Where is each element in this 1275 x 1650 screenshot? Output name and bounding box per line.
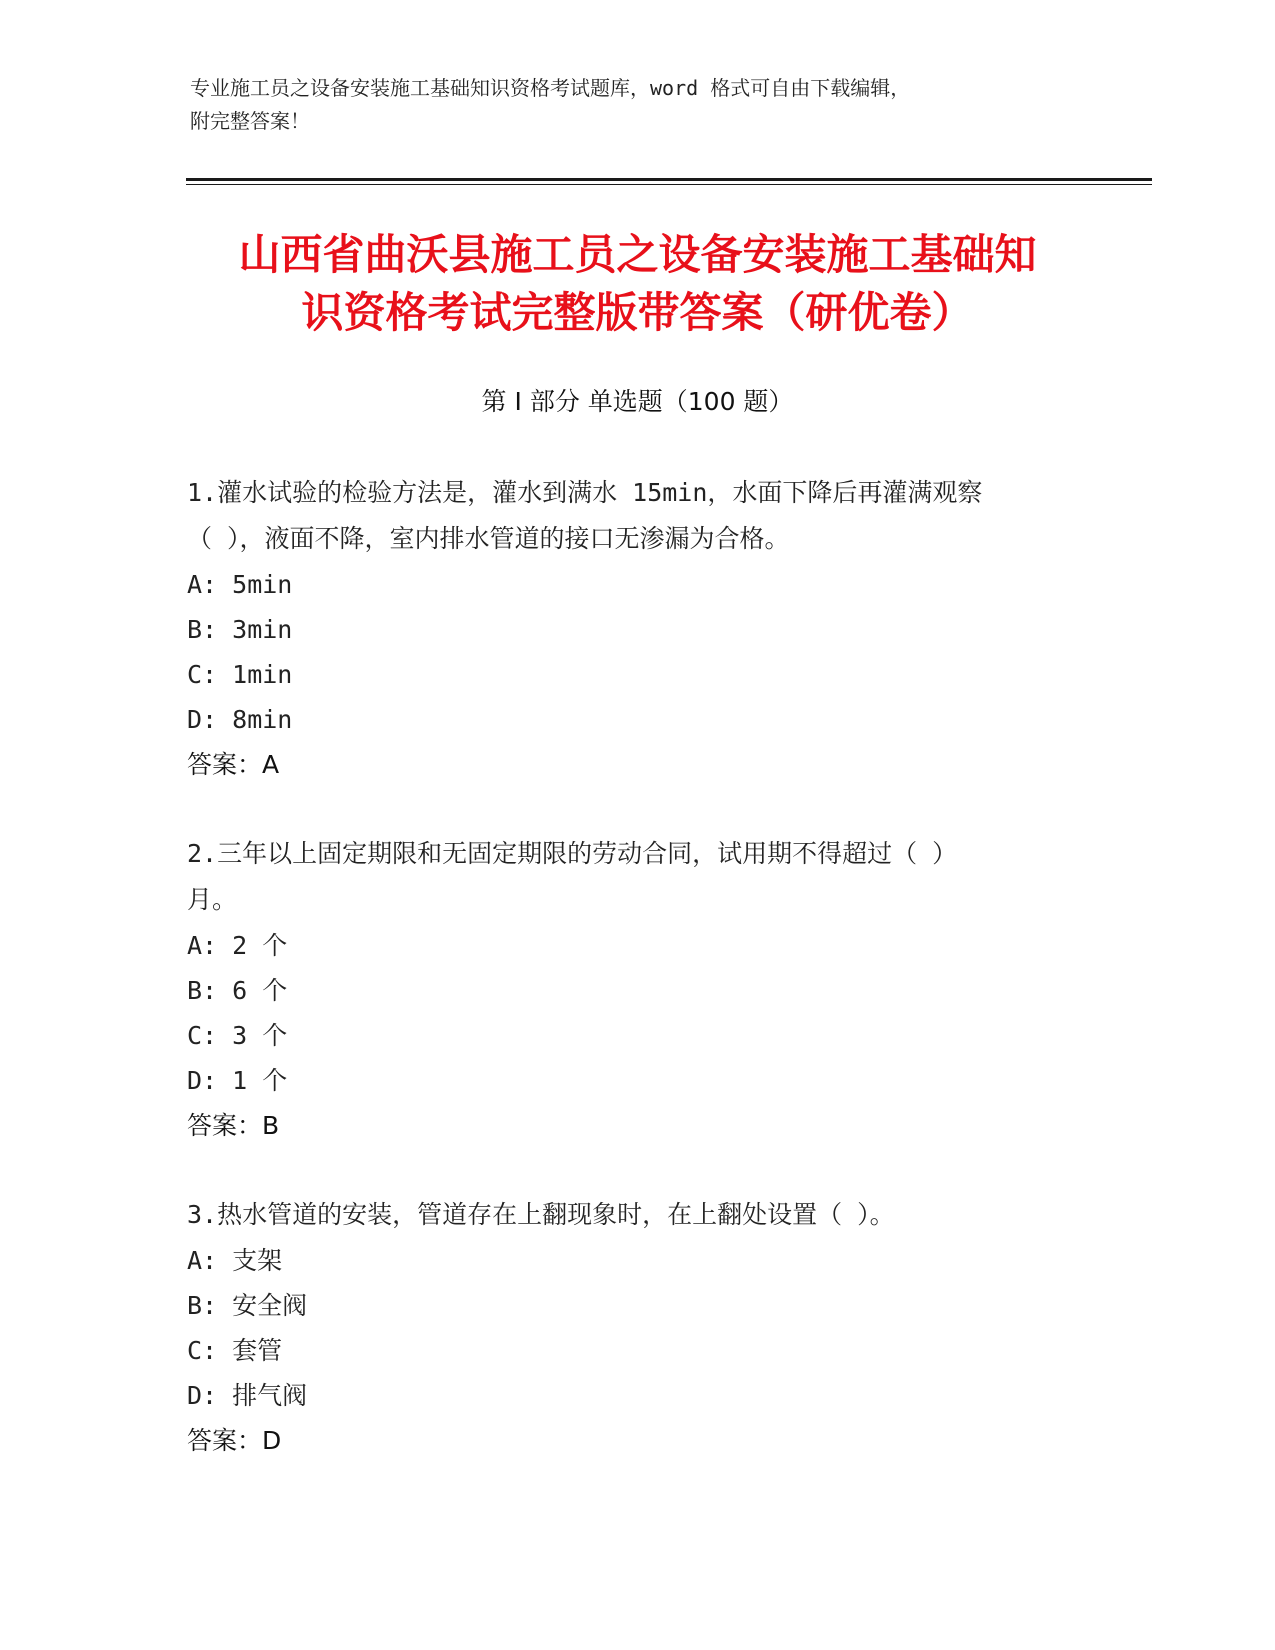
option-a: A: 支架: [187, 1246, 283, 1275]
header-note-line-1: 专业施工员之设备安装施工基础知识资格考试题库，word 格式可自由下载编辑，: [190, 76, 911, 100]
header-note-line-2: 附完整答案！: [190, 109, 310, 133]
header-note: [190, 72, 1090, 138]
question-stem: [187, 831, 1087, 923]
option-c: C: 套管: [187, 1336, 283, 1365]
document-title-line-2: 识资格考试完整版带答案（研优卷）: [301, 288, 974, 337]
question-stem-line-2: （ ），液面不降，室内排水管道的接口无渗漏为合格。: [187, 524, 790, 553]
header-divider-thin: [186, 184, 1152, 185]
option-d: D: 排气阀: [187, 1381, 308, 1410]
option-a: A: 2 个: [187, 931, 288, 960]
question-list: [187, 470, 1087, 1507]
question-2: [187, 831, 1087, 1148]
question-stem: [187, 1192, 1087, 1238]
question-stem-line-1: 3.热水管道的安装，管道存在上翻现象时，在上翻处设置（ ）。: [187, 1200, 895, 1229]
answer-label: 答案：B: [187, 1111, 280, 1140]
question-stem-line-2: 月。: [187, 885, 238, 914]
question-3: [187, 1192, 1087, 1463]
option-b: B: 3min: [187, 615, 293, 644]
question-stem: [187, 470, 1087, 562]
option-d: D: 1 个: [187, 1066, 288, 1095]
question-1: [187, 470, 1087, 787]
question-stem-line-1: 2.三年以上固定期限和无固定期限的劳动合同，试用期不得超过（ ）: [187, 839, 958, 868]
answer-label: 答案：A: [187, 750, 280, 779]
document-title-line-1: 山西省曲沃县施工员之设备安装施工基础知: [238, 230, 1037, 279]
answer-label: 答案：D: [187, 1426, 282, 1455]
option-a: A: 5min: [187, 570, 293, 599]
option-b: B: 安全阀: [187, 1291, 308, 1320]
header-divider-thick: [186, 178, 1152, 181]
question-stem-line-1: 1.灌水试验的检验方法是，灌水到满水 15min，水面下降后再灌满观察: [187, 478, 983, 507]
section-heading: 第 I 部分 单选题（100 题）: [481, 387, 794, 416]
document-title: [150, 226, 1125, 342]
option-b: B: 6 个: [187, 976, 288, 1005]
option-c: C: 1min: [187, 660, 293, 689]
option-d: D: 8min: [187, 705, 293, 734]
option-c: C: 3 个: [187, 1021, 288, 1050]
